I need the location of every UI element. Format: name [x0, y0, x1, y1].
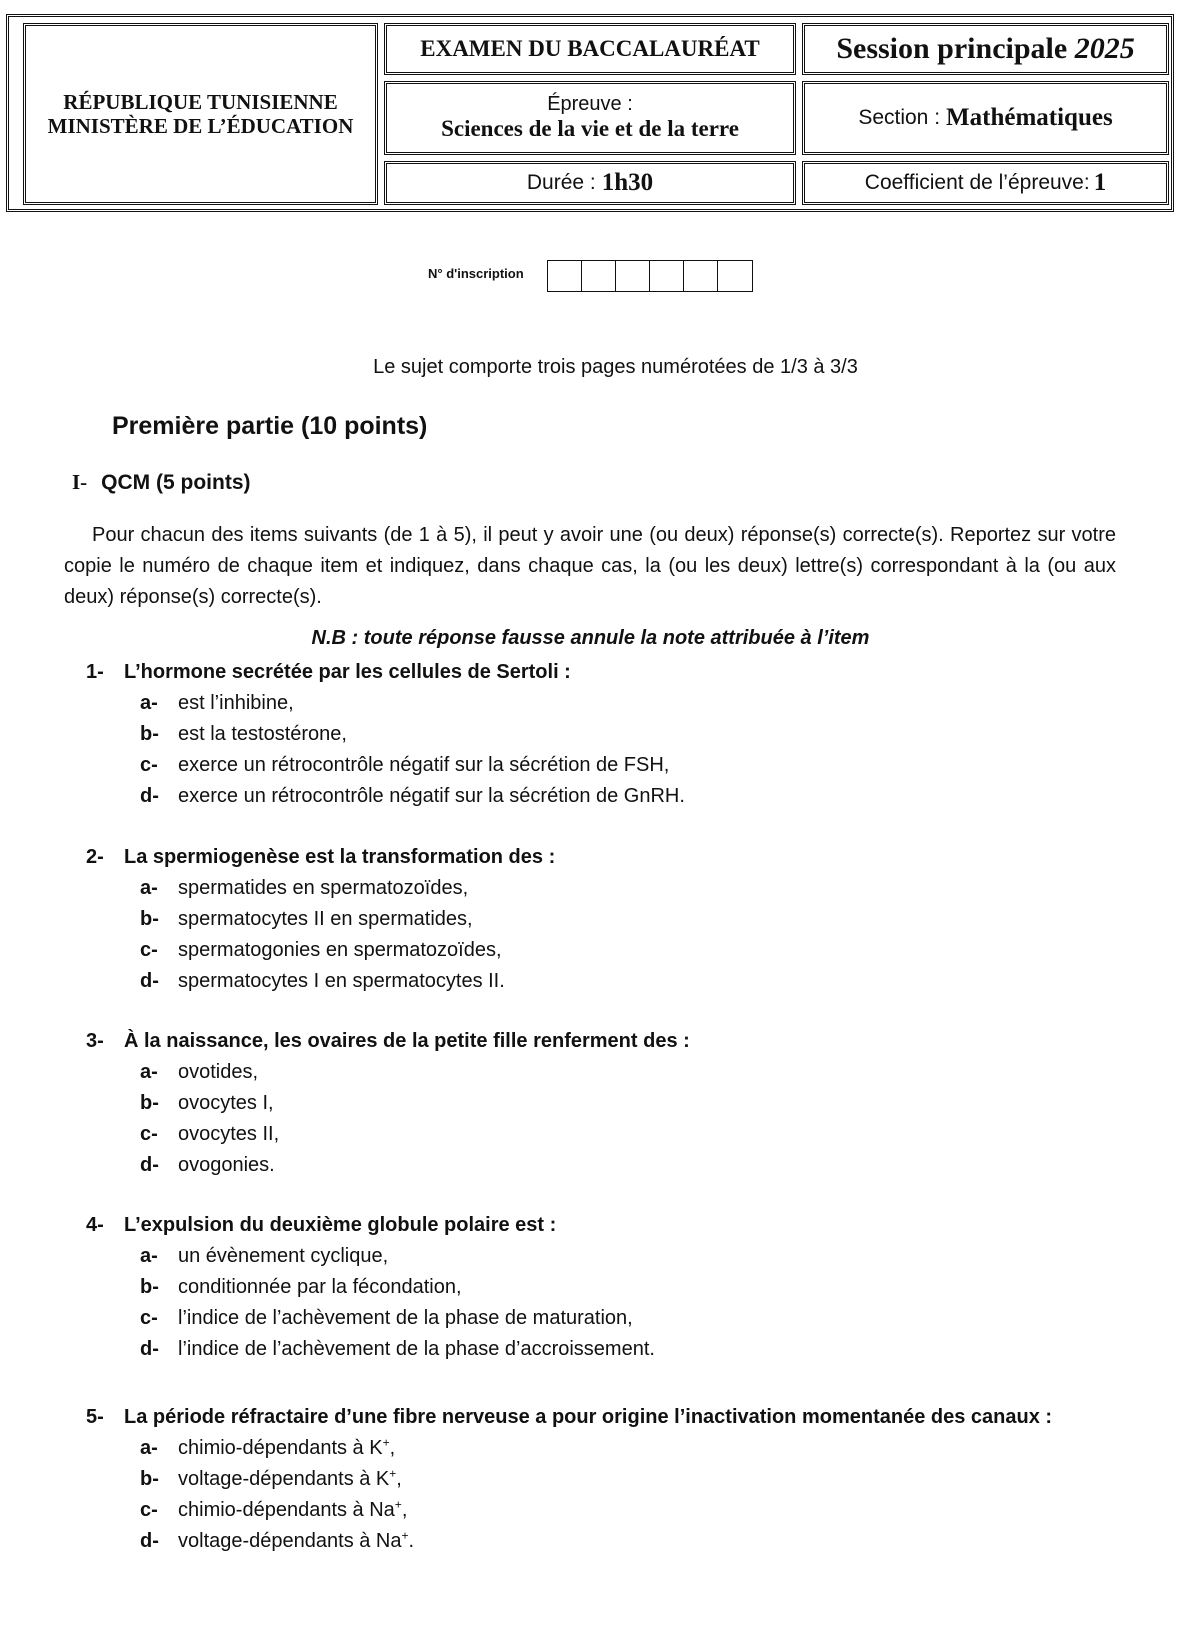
inscription-boxes[interactable] [547, 260, 753, 292]
option-letter: d- [140, 970, 159, 992]
option-text: chimio-dépendants à K+, [178, 1435, 396, 1459]
option-text: ovocytes I, [178, 1092, 274, 1114]
ion-charge-superscript: + [401, 1528, 409, 1543]
ion-charge-superscript: + [389, 1466, 397, 1481]
option-letter: b- [140, 908, 159, 930]
answer-option [140, 1150, 1126, 1181]
option-letter: d- [140, 785, 159, 807]
option-text: voltage-dépendants à K+, [178, 1466, 402, 1490]
option-text: ovogonies. [178, 1154, 275, 1176]
option-text: est l’inhibine, [178, 692, 294, 714]
option-text: l’indice de l’achèvement de la phase d’accroissement. [178, 1338, 655, 1360]
options-list [140, 1241, 1126, 1365]
option-letter: b- [140, 1092, 159, 1114]
ministry-box [23, 23, 378, 205]
option-letter: b- [140, 1468, 159, 1490]
option-letter: d- [140, 1530, 159, 1552]
question-text: La spermiogenèse est la transformation des : [124, 846, 556, 868]
pages-note: Le sujet comporte trois pages numérotées de 1/3 à 3/3 [373, 356, 858, 378]
option-text: chimio-dépendants à Na+, [178, 1497, 408, 1521]
exam-header [6, 14, 1174, 212]
qcm-instructions: Pour chacun des items suivants (de 1 à 5), il peut y avoir une (ou deux) réponse(s) correcte(s). Reportez sur votre copie le numéro de chaque item et indiquez, dans chaque cas, la (ou les deux) lettre(s) correspondant à la (ou aux deux) réponse(s) correcte(s). [64, 524, 1116, 608]
question-stem [86, 1402, 1126, 1433]
ministry-line1: RÉPUBLIQUE TUNISIENNE [63, 89, 338, 114]
qcm-title [72, 470, 251, 495]
answer-option [140, 750, 1126, 781]
ion-charge-superscript: + [394, 1497, 402, 1512]
answer-option [140, 1303, 1126, 1334]
inscription-digit-box[interactable] [684, 261, 718, 291]
option-letter: a- [140, 1245, 158, 1267]
qcm-title-text: QCM (5 points) [101, 471, 251, 494]
option-text: l’indice de l’achèvement de la phase de maturation, [178, 1307, 633, 1329]
session-box [802, 23, 1169, 75]
answer-option [140, 904, 1126, 935]
option-text: voltage-dépendants à Na+. [178, 1528, 415, 1552]
option-letter: d- [140, 1338, 159, 1360]
option-text: conditionnée par la fécondation, [178, 1276, 462, 1298]
answer-option [140, 1241, 1126, 1272]
option-letter: c- [140, 754, 158, 776]
section-box [802, 81, 1169, 155]
question-item [86, 657, 1126, 812]
question-stem [86, 1210, 1126, 1241]
option-text: spermatocytes II en spermatides, [178, 908, 473, 930]
option-text: ovocytes II, [178, 1123, 280, 1145]
ministry-line2: MINISTÈRE DE L’ÉDUCATION [47, 114, 354, 138]
answer-option [140, 1088, 1126, 1119]
options-list [140, 688, 1126, 812]
nb-note: N.B : toute réponse fausse annule la note attribuée à l’item [311, 627, 870, 649]
question-number: 2- [86, 846, 104, 868]
option-letter: b- [140, 723, 159, 745]
epreuve-box [384, 81, 796, 155]
question-item [86, 1210, 1126, 1365]
option-text: spermatides en spermatozoïdes, [178, 877, 469, 899]
option-text: est la testostérone, [178, 723, 347, 745]
option-text: spermatogonies en spermatozoïdes, [178, 939, 502, 961]
options-list [140, 1057, 1126, 1181]
option-letter: d- [140, 1154, 159, 1176]
inscription-digit-box[interactable] [582, 261, 616, 291]
option-text: exerce un rétrocontrôle négatif sur la sécrétion de FSH, [178, 754, 670, 776]
answer-option [140, 781, 1126, 812]
section-label: Section : [858, 105, 941, 129]
qcm-number: I- [72, 470, 88, 494]
question-item [86, 1026, 1126, 1181]
answer-option [140, 719, 1126, 750]
question-number: 1- [86, 661, 104, 683]
epreuve-label: Épreuve : [547, 93, 633, 116]
option-letter: a- [140, 692, 158, 714]
option-text: un évènement cyclique, [178, 1245, 389, 1267]
options-list [140, 873, 1126, 997]
option-text: ovotides, [178, 1061, 259, 1083]
question-stem [86, 657, 1126, 688]
question-stem [86, 1026, 1126, 1057]
answer-option [140, 1464, 1126, 1495]
answer-option [140, 688, 1126, 719]
question-number: 4- [86, 1214, 104, 1236]
option-letter: c- [140, 1123, 158, 1145]
inscription-digit-box[interactable] [718, 261, 752, 291]
question-item [86, 842, 1126, 997]
option-text: exerce un rétrocontrôle négatif sur la sécrétion de GnRH. [178, 785, 685, 807]
question-text: La période réfractaire d’une fibre nerveuse a pour origine l’inactivation momentanée des canaux : [124, 1406, 1053, 1428]
inscription-label: N° d'inscription [428, 266, 524, 281]
answer-option [140, 1433, 1126, 1464]
duree-label: Durée : [526, 170, 596, 194]
exam-title [384, 23, 796, 75]
option-letter: c- [140, 1499, 158, 1521]
session-year: 2025 [1074, 31, 1135, 65]
options-list [140, 1433, 1126, 1557]
option-letter: a- [140, 1437, 158, 1459]
answer-option [140, 873, 1126, 904]
answer-option [140, 935, 1126, 966]
option-text: spermatocytes I en spermatocytes II. [178, 970, 505, 992]
epreuve-subject: Sciences de la vie et de la terre [441, 116, 739, 142]
question-stem [86, 842, 1126, 873]
question-number: 3- [86, 1030, 104, 1052]
answer-option [140, 1119, 1126, 1150]
question-item [86, 1402, 1126, 1557]
question-text: À la naissance, les ovaires de la petite fille renferment des : [124, 1030, 690, 1052]
inscription-digit-box[interactable] [548, 261, 582, 291]
coefficient-box [802, 161, 1169, 205]
answer-option [140, 966, 1126, 997]
question-text: L’expulsion du deuxième globule polaire est : [124, 1214, 557, 1236]
option-letter: c- [140, 1307, 158, 1329]
answer-option [140, 1272, 1126, 1303]
part-title: Première partie (10 points) [112, 412, 428, 440]
duree-box [384, 161, 796, 205]
answer-option [140, 1057, 1126, 1088]
duree-value: 1h30 [601, 168, 654, 196]
coefficient-value: 1 [1093, 168, 1107, 196]
answer-option [140, 1495, 1126, 1526]
session-label: Session principale [836, 31, 1068, 65]
inscription-digit-box[interactable] [650, 261, 684, 291]
section-value: Mathématiques [946, 103, 1113, 131]
question-text: L’hormone secrétée par les cellules de Sertoli : [124, 661, 571, 683]
exam-title-text: EXAMEN DU BACCALAURÉAT [420, 35, 760, 61]
option-letter: b- [140, 1276, 159, 1298]
option-letter: a- [140, 877, 158, 899]
question-number: 5- [86, 1406, 104, 1428]
option-letter: a- [140, 1061, 158, 1083]
inscription-digit-box[interactable] [616, 261, 650, 291]
option-letter: c- [140, 939, 158, 961]
answer-option [140, 1334, 1126, 1365]
answer-option [140, 1526, 1126, 1557]
coefficient-label: Coefficient de l’épreuve: [864, 170, 1090, 194]
ion-charge-superscript: + [382, 1435, 390, 1450]
